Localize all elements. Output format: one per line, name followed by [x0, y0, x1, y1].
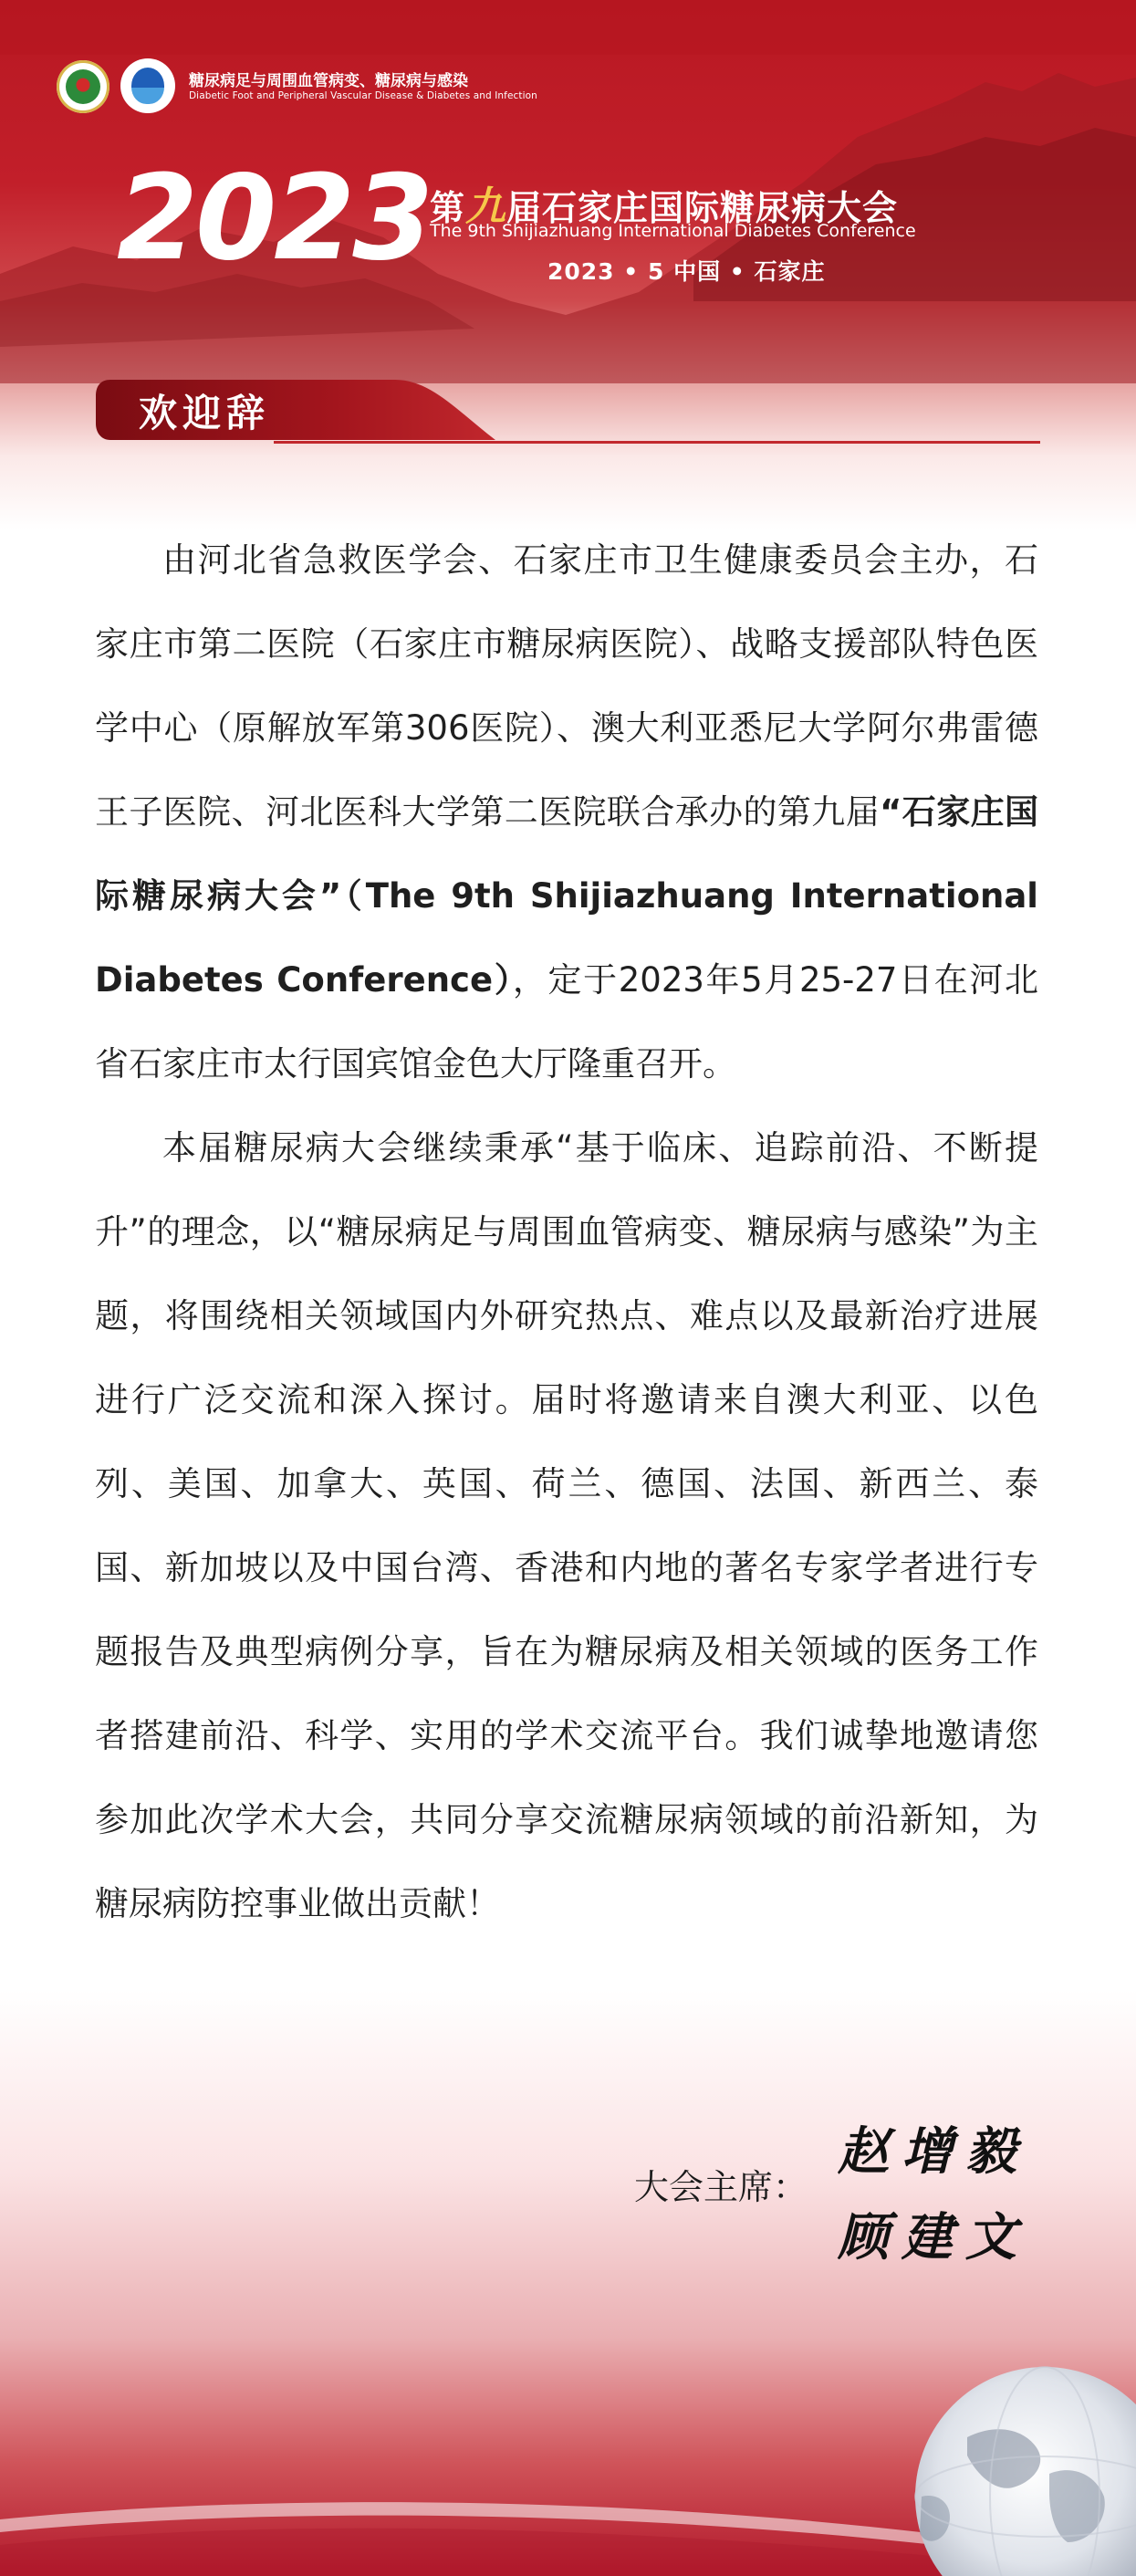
society-logo [57, 60, 109, 113]
welcome-letter [95, 518, 1038, 1946]
heading-divider [274, 441, 1040, 444]
conference-year: 2023 [117, 151, 432, 287]
paragraph-1 [95, 518, 1038, 1106]
hospital-logo [120, 58, 175, 113]
conference-title-en: The 9th Shijiazhuang International Diabetes Conference [430, 221, 916, 241]
p1-outro: ，定于2023年5月25-27日在河北省石家庄市太行国宾馆金色大厅隆重召开。 [95, 960, 1038, 1084]
globe-decoration [0, 2337, 1136, 2576]
chair-signatures [838, 2109, 1029, 2280]
welcome-heading: 欢迎辞 [139, 391, 271, 435]
paragraph-2: 本届糖尿病大会继续秉承“基于临床、追踪前沿、不断提升”的理念，以“糖尿病足与周围血管病变、糖尿病与感染”为主题，将围绕相关领域国内外研究热点、难点以及最新治疗进展进行广泛交流和深入探讨。届时将邀请来自澳大利亚、以色列、美国、加拿大、英国、荷兰、德国、法国、新西兰、泰国、新加坡以及中国台湾、香港和内地的著名专家学者进行专题报告及典型病例分享，旨在为糖尿病及相关领域的医务工作者搭建前沿、科学、实用的学术交流平台。我们诚挚地邀请您参加此次学术大会，共同分享交流糖尿病领域的前沿新知，为糖尿病防控事业做出贡献！ [95, 1128, 1038, 1923]
conference-date-location: 2023 • 5 中国 • 石家庄 [547, 258, 826, 285]
p1-intro: 由河北省急救医学会、石家庄市卫生健康委员会主办，石家庄市第二医院（石家庄市糖尿病医院）、战略支援部队特色医学中心（原解放军第306医院）、澳大利亚悉尼大学阿尔弗雷德王子医院、河北医科大学第二医院联合承办的第九届 [95, 540, 1038, 832]
title-rest: 届石家庄国际糖尿病大会 [506, 188, 899, 228]
chair-signature-2: 顾建文 [838, 2207, 1029, 2267]
p1-conference-name: “石家庄国际糖尿病大会”（The 9th Shijiazhuang International Diabetes Conference） [95, 792, 1038, 1000]
title-number: 九 [465, 183, 507, 230]
title-prefix: 第 [430, 188, 466, 228]
org-name-en: Diabetic Foot and Peripheral Vascular Disease & Diabetes and Infection [189, 90, 537, 101]
org-name-cn: 糖尿病足与周围血管病变、糖尿病与感染 [189, 72, 468, 90]
chair-label: 大会主席： [634, 2167, 808, 2207]
chair-signature-1: 赵增毅 [838, 2121, 1029, 2182]
